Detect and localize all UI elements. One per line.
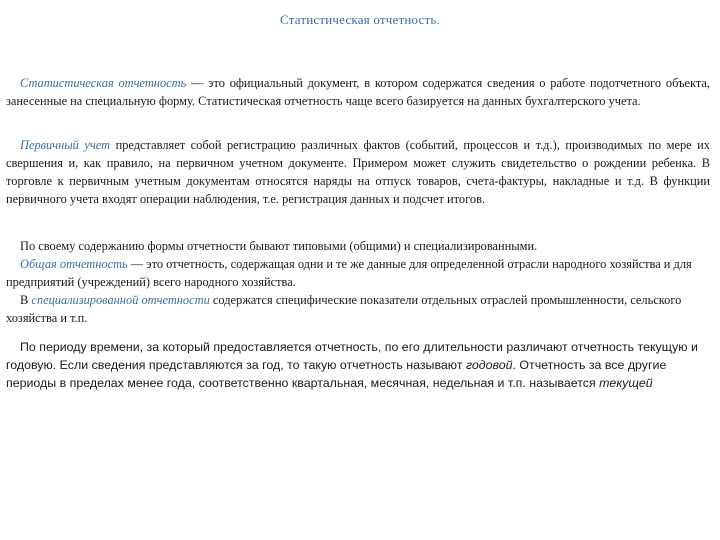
term-general-reporting: Общая отчетность <box>20 257 128 271</box>
paragraph-statistical-reporting <box>6 74 710 110</box>
paragraph-text: По периоду времени, за который предоставляется отчетность, по его длительности различают отчетность текущую и годовую. Если сведения представляются за год, то такую отчетность называют <box>6 340 698 372</box>
paragraph-primary-accounting <box>6 136 710 208</box>
report-types-intro: По своему содержанию формы отчетности бывают типовыми (общими) и специализированными. <box>20 239 538 253</box>
paragraph-text: . Отчетность за все другие периоды в пределах менее года, соответственно квартальная, месячная, недельная и т.п. называется <box>6 358 667 390</box>
paragraph-text: — это официальный документ, в котором содержатся сведения о работе подотчетного объекта, занесенные на специальную форму. Статистическая отчетность чаще всего базируется на данных бухгалтерского учета. <box>6 76 710 108</box>
paragraph-reporting-period <box>6 338 710 392</box>
paragraph-text: содержатся специфические показатели отдельных отраслей промышленности, сельского хозяйства и т.п. <box>6 293 682 325</box>
term-primary-accounting: Первичный учет <box>20 138 111 152</box>
paragraph-text: — это отчетность, содержащая одни и те же данные для определенной отрасли народного хозяйства и для предприятий (учреждений) всего народного хозяйства. <box>6 257 692 289</box>
paragraph-report-types <box>6 237 710 327</box>
term-specialized-reporting: специализированной отчетности <box>31 293 210 307</box>
term-annual: годовой <box>465 358 513 372</box>
paragraph-text: В <box>20 293 32 307</box>
term-current: текущей <box>599 376 653 390</box>
page-title: Статистическая отчетность. <box>280 12 440 27</box>
term-statistical-reporting: Статистическая отчетность <box>20 76 187 90</box>
paragraph-text: представляет собой регистрацию различных фактов (событий, процессов и т.д.), производимых по мере их свершения и, как правило, на первичном учетном документе. Примером может служить свидетельство о рождении ребенка. В торговле к первичным учетным документам относятся наряды на отпуск товаров, счета-фактуры, накладные и т.д. В функции первичного учета входят операции наблюдения, т.е. регистрация данных и подсчет итогов. <box>6 138 711 206</box>
